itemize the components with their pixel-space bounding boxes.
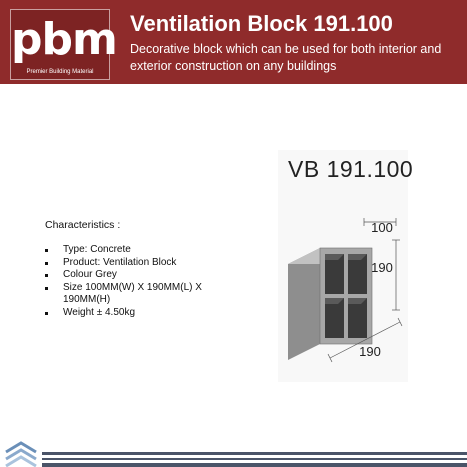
header-banner xyxy=(0,0,467,84)
characteristic-item: Colour Grey xyxy=(45,269,215,282)
product-code: VB 191.100 xyxy=(288,156,414,182)
dimension-width-label: 100 xyxy=(371,220,393,235)
footer-stripe xyxy=(42,463,467,467)
logo-tagline: Premier Building Material xyxy=(26,69,94,75)
block-side-face xyxy=(288,248,320,360)
footer-bar xyxy=(0,440,467,467)
dimension-height xyxy=(392,240,400,310)
characteristics-list xyxy=(45,244,215,319)
characteristic-item: Weight ± 4.50kg xyxy=(45,307,215,320)
logo-mark: pbm xyxy=(11,14,117,65)
footer-stripe xyxy=(42,458,467,460)
block-front-face xyxy=(320,248,372,344)
characteristic-item: Size 100MM(W) X 190MM(L) X 190MM(H) xyxy=(45,282,215,307)
footer-stripe xyxy=(42,452,467,455)
characteristic-item: Type: Concrete xyxy=(45,244,215,257)
ventilation-block-drawing xyxy=(278,210,408,370)
dimension-length-label: 190 xyxy=(359,344,381,359)
pbm-logo xyxy=(10,9,117,80)
dimension-height-label: 190 xyxy=(371,260,393,275)
page-subtitle: Decorative block which can be used for both interior and exterior construction on any buildings xyxy=(130,42,442,73)
characteristic-item: Product: Ventilation Block xyxy=(45,257,215,270)
page-title: Ventilation Block 191.100 xyxy=(130,11,393,36)
characteristics-heading: Characteristics : xyxy=(45,219,121,231)
chevron-logo-icon xyxy=(0,440,42,467)
